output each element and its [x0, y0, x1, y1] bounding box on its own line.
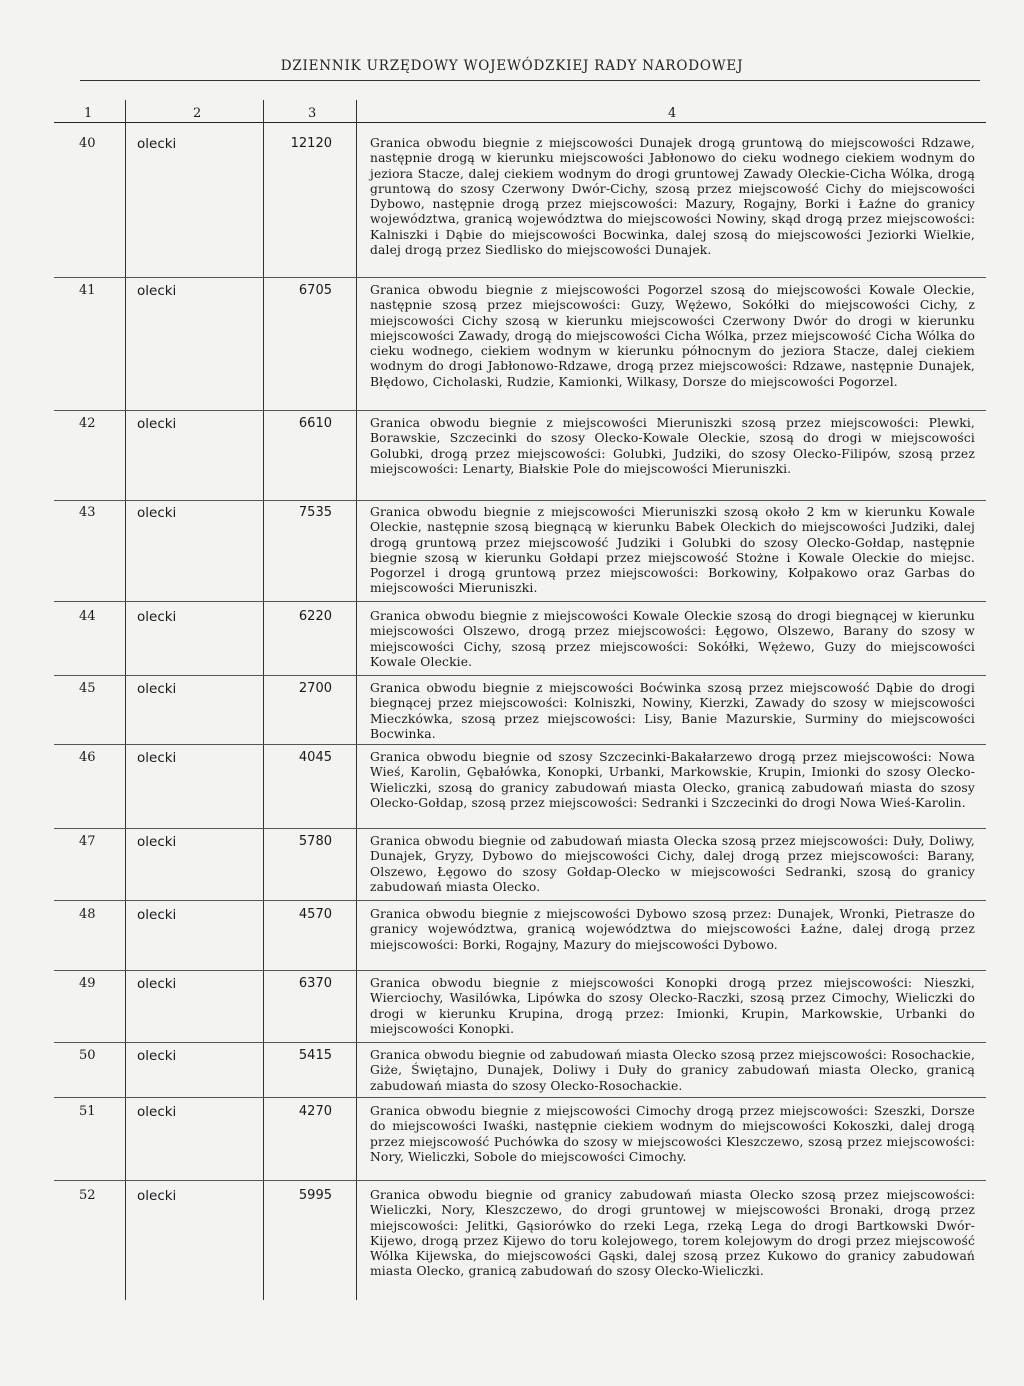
row-powiat: olecki [137, 609, 177, 625]
row-boundary-description: Granica obwodu biegnie z miejscowości Mieruniszki szosą przez miejscowości: Plewki, Borawskie, Szczecinki do szosy Olecko-Kowale Oleckie, szosą do drogi w miejscowości Golubki, drogą przez miejscowości: Golubki, Judziki, do szosy Olecko-Filipów, szosą przez miejscowości: Lenarty, Białskie Pole do miejscowości Mieruniszki. [370, 416, 975, 476]
row-number: 50 [79, 1048, 96, 1063]
page-header: DZIENNIK URZĘDOWY WOJEWÓDZKIEJ RADY NARODOWEJ [280, 58, 744, 74]
row-powiat: olecki [137, 976, 177, 992]
row-area: 7535 [298, 505, 332, 520]
row-boundary-description: Granica obwodu biegnie od zabudowań miasta Olecka szosą przez miejscowości: Duły, Doliwy, Dunajek, Gryzy, Dybowo do miejscowości Cichy, dalej drogą przez miejscowości: Barany, Olszewo, Łęgowo do szosy Gołdap-Olecko w miejscowości Sedranki, szosą do granicy zabudowań miasta Olecko. [370, 834, 975, 894]
row-area: 6705 [298, 283, 332, 298]
row-powiat: olecki [137, 283, 177, 299]
row-number: 43 [79, 505, 96, 520]
row-number: 49 [79, 976, 96, 991]
row-area: 4270 [298, 1104, 332, 1119]
row-number: 44 [79, 609, 96, 624]
row-number: 47 [79, 834, 96, 849]
row-rule [54, 900, 986, 901]
row-powiat: olecki [137, 136, 177, 152]
row-boundary-description: Granica obwodu biegnie z miejscowości Dybowo szosą przez: Dunajek, Wronki, Pietrasze do granicy województwa, granicą województwa do miejscowości Łaźne, dalej drogą przez miejscowości: Borki, Rogajny, Mazury do miejscowości Dybowo. [370, 907, 975, 952]
row-powiat: olecki [137, 505, 177, 521]
row-area: 12120 [290, 136, 332, 151]
row-powiat: olecki [137, 1048, 177, 1064]
row-boundary-description: Granica obwodu biegnie z miejscowości Boćwinka szosą przez miejscowość Dąbie do drogi biegnącej przez miejscowości: Kolniszki, Nowiny, Kierzki, Zawady do szosy w miejscowości Mieczkówka, szosą przez miejscowości: Lisy, Banie Mazurskie, Surminy do miejscowości Bocwinka. [370, 681, 975, 741]
row-boundary-description: Granica obwodu biegnie z miejscowości Mieruniszki szosą około 2 km w kierunku Kowale Oleckie, następnie szosą biegnącą w kierunku Babek Oleckich do miejscowości Judziki, dalej drogą gruntową przez miejscowość Judziki i Golubki do szosy Olecko-Gołdap, następnie biegnie szosą w kierunku Gołdapi przez miejscowość Stożne i Kowale Oleckie do miejsc. Pogorzel i drogą gruntową przez miejscowości: Borkowiny, Kołpakowo oraz Garbas do miejscowości Mieruniszki. [370, 505, 975, 596]
row-rule [54, 970, 986, 971]
row-area: 4570 [298, 907, 332, 922]
row-number: 46 [79, 750, 96, 765]
row-boundary-description: Granica obwodu biegnie z miejscowości Konopki drogą przez miejscowości: Nieszki, Wierciochy, Wasilówka, Lipówka do szosy Olecko-Raczki, szosą przez Cimochy, Wieliczki do drogi w kierunku Krupina, drogą przez: Imionki, Krupin, Markowskie, Urbanki do miejscowości Konopki. [370, 976, 975, 1036]
row-boundary-description: Granica obwodu biegnie z miejscowości Pogorzel szosą do miejscowości Kowale Oleckie, następnie szosą przez miejscowości: Guzy, Wężewo, Sokółki do miejscowości Cichy, z miejscowości Cichy szosą w kierunku miejscowości Czerwony Dwór do drogi w kierunku miejscowości Zawady, drogą do miejscowości Cicha Wólka, przez miejscowość Cicha Wólka do cieku wodnego, ciekiem wodnym w kierunku północnym do jeziora Stacze, dalej ciekiem wodnym do drogi Jabłonowo-Rdzawe, drogą przez miejscowości: Rdzawe, następnie Dunajek, Błędowo, Cicholaski, Rudzie, Kamionki, Wilkasy, Dorsze do miejscowości Pogorzel. [370, 283, 975, 389]
column-header-3: 3 [308, 106, 317, 121]
row-area: 5780 [298, 834, 332, 849]
row-rule [54, 601, 986, 602]
row-number: 45 [79, 681, 96, 696]
row-area: 6610 [298, 416, 332, 431]
column-header-4: 4 [668, 106, 677, 121]
row-boundary-description: Granica obwodu biegnie z miejscowości Cimochy drogą przez miejscowości: Szeszki, Dorsze do miejscowości Iwaśki, następnie ciekiem wodnym do miejscowości Kokoszki, dalej drogą przez miejscowość Puchówka do szosy w miejscowości Kleszczewo, szosą przez miejscowości: Nory, Wieliczki, Sobole do miejscowości Cimochy. [370, 1104, 975, 1164]
row-rule [54, 744, 986, 745]
row-powiat: olecki [137, 1188, 177, 1204]
header-row-rule [54, 122, 986, 123]
row-rule [54, 1180, 986, 1181]
row-number: 52 [79, 1188, 96, 1203]
header-rule [80, 80, 980, 81]
row-boundary-description: Granica obwodu biegnie od szosy Szczecinki-Bakałarzewo drogą przez miejscowości: Nowa Wieś, Karolin, Gębałówka, Konopki, Urbanki, Markowskie, Krupin, Imionki do szosy Olecko-Wieliczki, szosą do granicy zabudowań miasta Olecko, granicą zabudowań miasta do szosy Olecko-Gołdap, szosą przez miejscowości: Sedranki i Szczecinki do drogi Nowa Wieś-Karolin. [370, 750, 975, 810]
column-divider [125, 100, 126, 1300]
row-number: 42 [79, 416, 96, 431]
row-number: 40 [79, 136, 96, 151]
row-area: 5995 [298, 1188, 332, 1203]
row-area: 6370 [298, 976, 332, 991]
row-powiat: olecki [137, 1104, 177, 1120]
row-rule [54, 410, 986, 411]
row-rule [54, 1042, 986, 1043]
row-boundary-description: Granica obwodu biegnie z miejscowości Kowale Oleckie szosą do drogi biegnącej w kierunku miejscowości Olszewo, drogą przez miejscowości: Łęgowo, Olszewo, Barany do szosy w miejscowości Cichy, szosą przez miejscowości: Sokółki, Wężewo, Guzy do miejscowości Kowale Oleckie. [370, 609, 975, 669]
column-header-2: 2 [193, 106, 202, 121]
row-rule [54, 1097, 986, 1098]
row-rule [54, 277, 986, 278]
row-powiat: olecki [137, 907, 177, 923]
row-area: 2700 [298, 681, 332, 696]
column-divider [263, 100, 264, 1300]
column-divider [356, 100, 357, 1300]
row-rule [54, 500, 986, 501]
row-boundary-description: Granica obwodu biegnie od granicy zabudowań miasta Olecko szosą przez miejscowości: Wieliczki, Nory, Kleszczewo, do drogi gruntowej w miejscowości Bronaki, drogą przez miejscowości: Jelitki, Gąsiorówko do rzeki Lega, rzeką Lega do drogi Bartkowski Dwór-Kijewo, drogą przez Kijewo do toru kolejowego, torem kolejowym do drogi przez miejscowość Wólka Kijewska, do miejscowości Gąski, dalej szosą przez Kukowo do granicy zabudowań miasta Olecko, granicą zabudowań do szosy Olecko-Wieliczki. [370, 1188, 975, 1279]
row-area: 6220 [298, 609, 332, 624]
row-powiat: olecki [137, 416, 177, 432]
row-area: 4045 [298, 750, 332, 765]
row-number: 41 [79, 283, 96, 298]
row-boundary-description: Granica obwodu biegnie z miejscowości Dunajek drogą gruntową do miejscowości Rdzawe, następnie drogą w kierunku miejscowości Jabłonowo do cieku wodnego ciekiem wodnym do jeziora Stacze, dalej ciekiem wodnym do drogi gruntowej Zawady Oleckie-Cicha Wólka, drogą gruntową do szosy Czerwony Dwór-Cichy, szosą przez miejscowość Cichy do miejscowości Dybowo, następnie drogą przez miejscowości: Mazury, Rogajny, Borki i Łaźne do granicy województwa, granicą województwa do miejscowości Nowiny, skąd drogą przez miejscowości: Kalniszki i Dąbie do miejscowości Bocwinka, dalej szosą do miejscowości Jeziorki Wielkie, dalej drogą przez Siedlisko do miejscowości Dunajek. [370, 136, 975, 258]
row-rule [54, 828, 986, 829]
row-powiat: olecki [137, 750, 177, 766]
row-number: 51 [79, 1104, 96, 1119]
row-number: 48 [79, 907, 96, 922]
row-rule [54, 675, 986, 676]
row-powiat: olecki [137, 681, 177, 697]
row-powiat: olecki [137, 834, 177, 850]
row-boundary-description: Granica obwodu biegnie od zabudowań miasta Olecko szosą przez miejscowości: Rosochackie, Giże, Świętajno, Dunajek, Doliwy i Duły do granicy zabudowań miasta Olecko, granicą zabudowań miasta do szosy Olecko-Rosochackie. [370, 1048, 975, 1093]
row-area: 5415 [298, 1048, 332, 1063]
column-header-1: 1 [84, 106, 93, 121]
